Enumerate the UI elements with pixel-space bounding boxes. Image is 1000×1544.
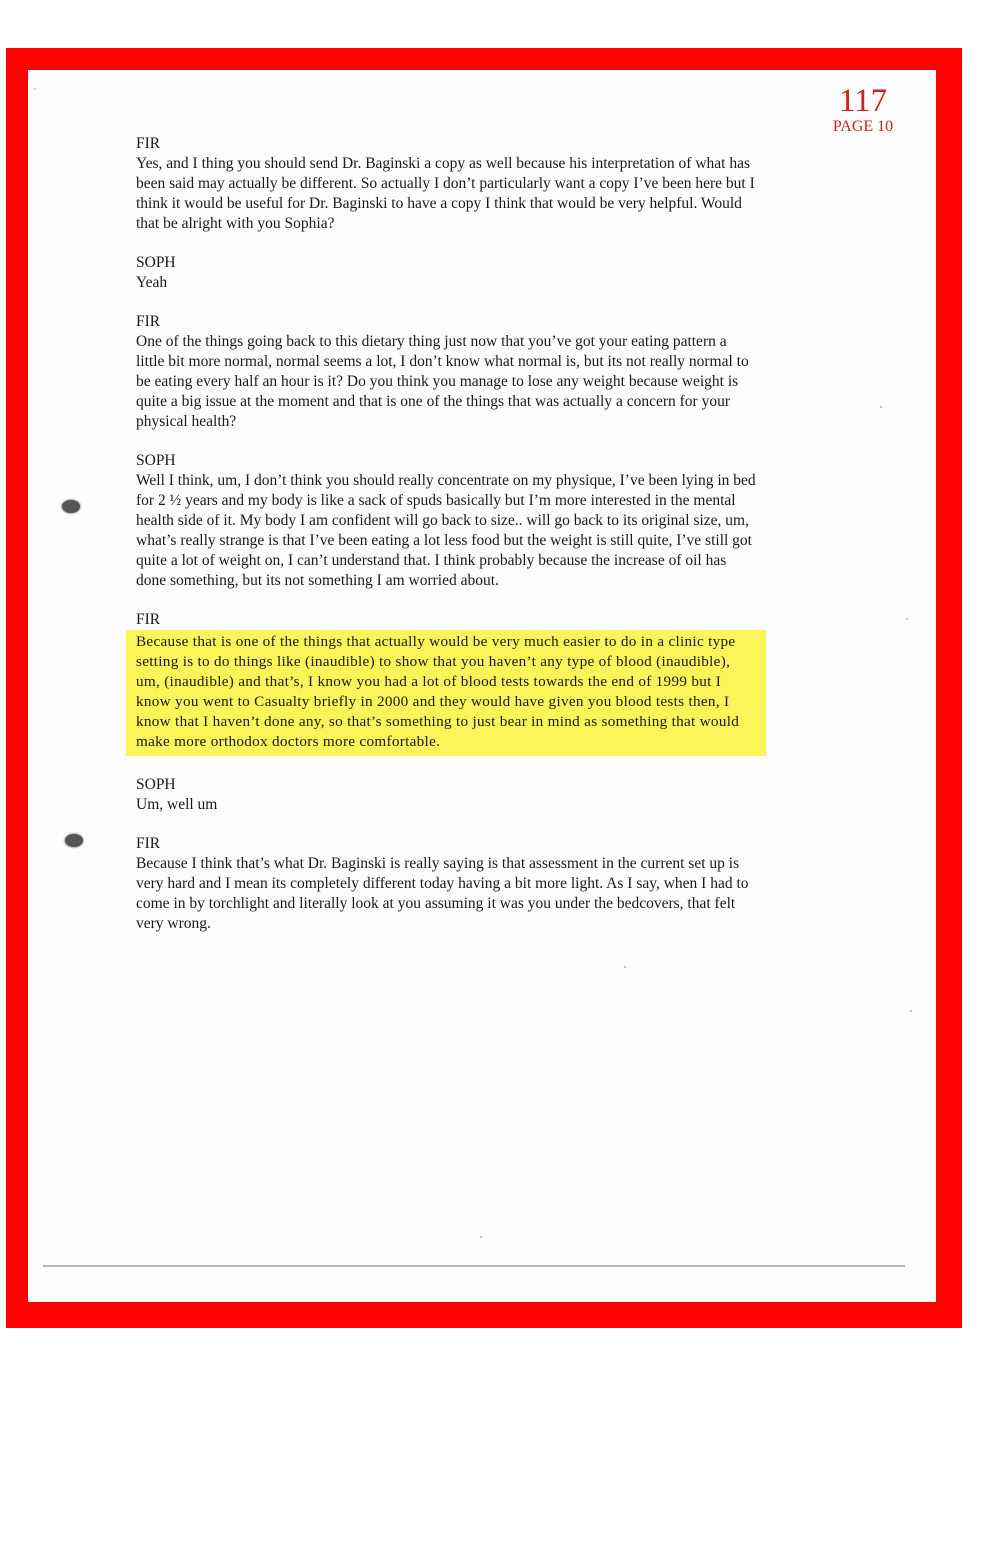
speaker-name: FIR — [136, 835, 161, 852]
speech-text: Because I think that’s what Dr. Baginski is really saying is that assessment in the current set up is very hard and I mean its completely different today having a bit more light. As I say, when I had to come in by torchlight and literally look at you assuming it was you under the bedcovers, that felt very wrong. — [136, 855, 749, 932]
scan-speck — [34, 88, 36, 90]
speaker-name: SOPH — [136, 452, 176, 469]
page-label: PAGE 10 — [832, 118, 894, 135]
speech-text: Because that is one of the things that actually would be very much easier to do in a clinic type setting is to do things like (inaudible) to show that you haven’t any type of blood (inaudible), um, (inaudible) and that’s, I know you had a lot of blood tests towards the end of 1999 but I know you went to Casualty briefly in 2000 and they would have given you blood tests then, I know that I haven’t done any, so that’s something to just bear in mind as something that would make more orthodox doctors more comfortable. — [136, 633, 740, 750]
speaker-name: SOPH — [136, 254, 176, 271]
scan-speck — [910, 1010, 912, 1012]
speaker-name: FIR — [136, 313, 161, 330]
transcript-entry — [136, 451, 756, 591]
punch-hole-mark — [62, 500, 80, 513]
document-page — [28, 70, 936, 1302]
transcript-entry — [136, 312, 756, 432]
speaker-name: FIR — [136, 611, 161, 628]
scan-speck — [880, 406, 882, 408]
transcript-entry — [136, 834, 756, 934]
bottom-scan-line — [43, 1265, 905, 1267]
speaker-name: SOPH — [136, 776, 176, 793]
speech-text: Yeah — [136, 274, 168, 291]
transcript-entry — [136, 775, 756, 815]
scan-speck — [624, 966, 626, 968]
speech-text: Um, well um — [136, 796, 218, 813]
transcript-entry — [136, 253, 756, 293]
transcript-entry — [136, 610, 756, 756]
highlighted-passage — [126, 630, 766, 756]
punch-hole-mark — [65, 834, 83, 847]
scan-speck — [480, 1236, 482, 1238]
speech-text: Yes, and I thing you should send Dr. Baginski a copy as well because his interpretation of what has been said may actually be different. So actually I don’t particularly want a copy I’ve been here but I think it would be useful for Dr. Baginski to have a copy I think that would be very helpful. Would that be alright with you Sophia? — [136, 155, 755, 232]
speech-text: Well I think, um, I don’t think you should really concentrate on my physique, I’ve been lying in bed for 2 ½ years and my body is like a sack of spuds basically but I’m more interested in the mental health side of it. My body I am confident will go back to size.. will go back to its original size, um, what’s really strange is that I’ve been eating a lot less food but the weight is still quite, I’ve still got quite a lot of weight on, I can’t understand that. I think probably because the increase of oil has done something, but its not something I am worried about. — [136, 472, 756, 589]
speech-text: One of the things going back to this dietary thing just now that you’ve got your eating pattern a little bit more normal, normal seems a lot, I don’t know what normal is, but its not really normal to be eating every half an hour is it? Do you think you manage to lose any weight because weight is quite a big issue at the moment and that is one of the things that was actually a concern for your physical health? — [136, 333, 749, 430]
transcript-body — [136, 134, 756, 953]
transcript-entry — [136, 134, 756, 234]
speaker-name: FIR — [136, 135, 161, 152]
page-number: 117 — [838, 83, 888, 119]
scan-speck — [906, 618, 908, 620]
